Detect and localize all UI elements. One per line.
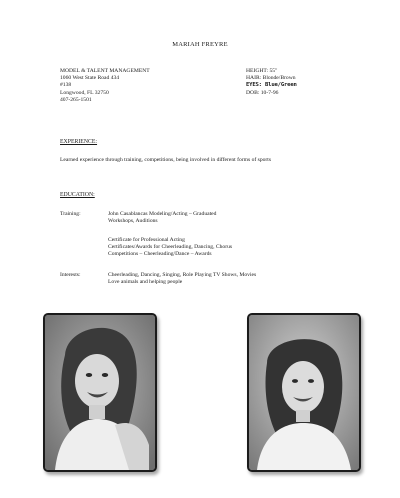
certificate-line: Competitions – Cheerleading/Dance – Awards: [108, 251, 212, 258]
training-line: John Casablancas Modeling/Acting – Graduated: [108, 211, 217, 217]
contact-block: [60, 68, 150, 104]
interests-label: Interests:: [60, 272, 81, 278]
interest-line: Love animals and helping people: [108, 279, 183, 286]
certificate-line: Certificates/Awards for Cheerleading, Dancing, Chorus: [108, 244, 233, 251]
interest-line: Cheerleading, Dancing, Singing, Role Playing TV Shows, Movies: [108, 272, 257, 278]
education-heading: EDUCATION:: [60, 192, 95, 198]
experience-text: Learned experience through training, competitions, being involved in different forms of sports: [60, 157, 272, 163]
training-list: [108, 211, 216, 225]
eyes-stat: EYES: Blue/Green: [246, 82, 297, 89]
address-line: 1060 West State Road 434: [60, 75, 120, 82]
phone-line: 407-265-1501: [60, 96, 92, 103]
city-line: Longwood, FL 32750: [60, 89, 109, 96]
experience-heading: EXPERIENCE:: [60, 139, 98, 145]
interests-list: [108, 272, 256, 286]
headshot-photo-left: [43, 313, 157, 472]
certificate-line: Certificate for Professional Acting: [108, 237, 185, 243]
dob-stat: DOB: 10-7-96: [246, 89, 279, 96]
stats-block: [246, 68, 297, 97]
certificates-list: [108, 237, 232, 259]
training-label: Training:: [60, 211, 81, 217]
training-line: Workshops, Auditions: [108, 218, 158, 225]
hair-stat: HAIR: Blonde/Brown: [246, 75, 296, 82]
suite-line: #138: [60, 82, 72, 89]
headshot-photo-right: [247, 313, 361, 472]
page-title: MARIAH FREYRE: [172, 41, 228, 48]
agency-name: MODEL & TALENT MANAGEMENT: [60, 68, 150, 74]
height-stat: HEIGHT: 55": [246, 68, 278, 74]
